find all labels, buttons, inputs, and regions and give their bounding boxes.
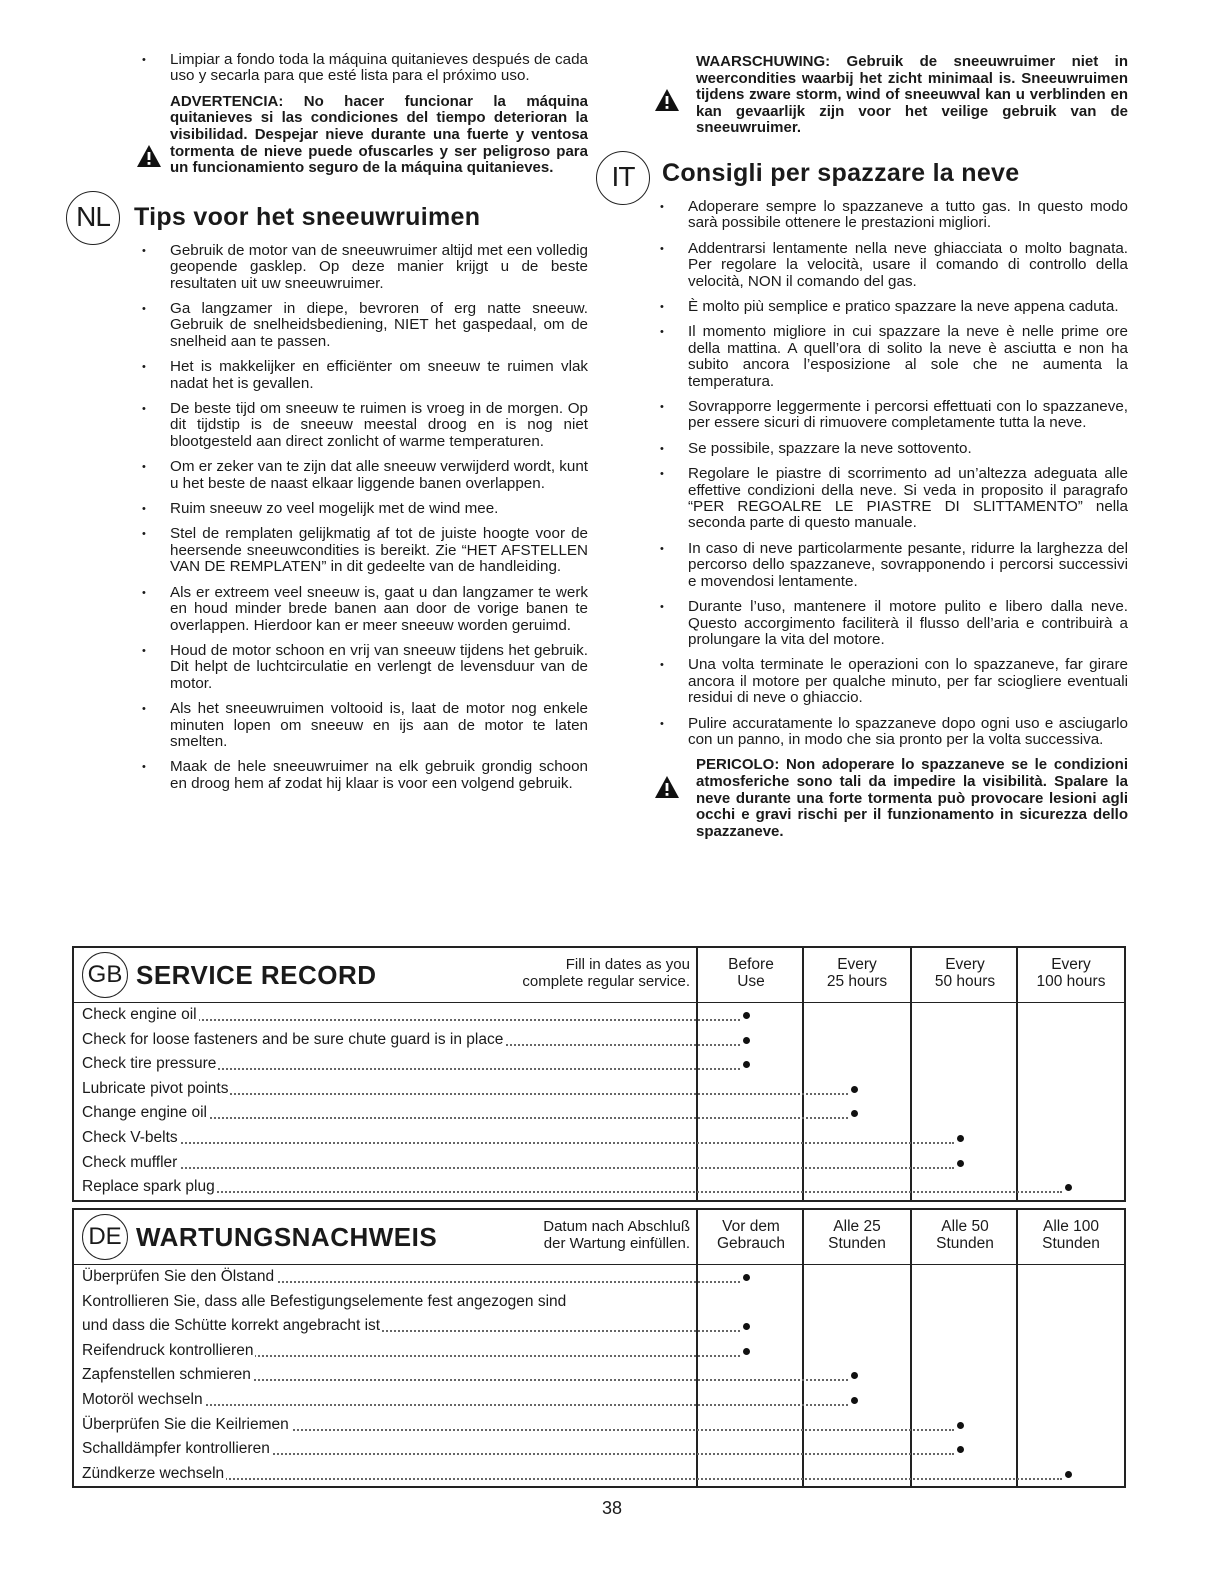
service-task: Zündkerze wechseln (82, 1462, 226, 1487)
column-divider (910, 948, 912, 1200)
it-bullet-list (652, 199, 1128, 748)
gb-table-title: SERVICE RECORD (136, 960, 377, 990)
column-header: Alle 100 Stunden (1042, 1218, 1100, 1252)
interval-marker (957, 1422, 964, 1429)
service-task: Reifendruck kontrollieren (82, 1339, 255, 1364)
service-task: Überprüfen Sie die Keilriemen (82, 1413, 291, 1438)
gb-table-note: Fill in dates as you complete regular service. (522, 956, 690, 990)
list-item: • Se possibile, spazzare la neve sottovento. (652, 441, 1128, 457)
leader-dots (82, 1191, 1062, 1193)
de-table-title: WARTUNGSNACHWEIS (136, 1222, 438, 1252)
column-divider (1016, 948, 1018, 1200)
column-header: Every 50 hours (934, 956, 996, 990)
list-item: • Regolare le piastre di scorrimento ad un’altezza adeguata alle effettive condizioni della neve. Si veda in proposito il paragrafo “PER REGOALRE LE PIASTRE DI SLITTAMENTO” nella seconda parte di questo manuale. (652, 466, 1128, 532)
column-divider (802, 948, 804, 1200)
list-item: • Maak de hele sneeuwruimer na elk gebruik grondig schoon en droog hem af zodat hij klaar is voor een volgend gebruik. (68, 759, 588, 792)
leader-dots (82, 1478, 1062, 1480)
list-item: • Gebruik de motor van de sneeuwruimer altijd met een volledig geopende gasklep. Op deze manier krijgt u de beste resultaten uit uw sneeuwruimer. (68, 243, 588, 292)
de-table-header (74, 1210, 1124, 1264)
service-task: Zapfenstellen schmieren (82, 1363, 253, 1388)
interval-marker (743, 1274, 750, 1281)
list-item: • Durante l’uso, mantenere il motore pulito e libero dalla neve. Questo accorgimento faciliterà il flusso dell’aria e contribuirà a prolungare la vita del motore. (652, 599, 1128, 648)
interval-marker (957, 1135, 964, 1142)
table-row (74, 1077, 1124, 1102)
column-header: Alle 25 Stunden (828, 1218, 886, 1252)
nl-warning (652, 54, 1128, 137)
gb-lang-badge: GB (82, 952, 128, 998)
es-warning-text: ADVERTENCIA: No hacer funcionar la máquina quitanieves si las condiciones del tiempo deterioran la visibilidad. Despejar nieve durante una fuerte y ventosa tormenta de nieve puede ofuscarles y ser peligroso para un funcionamiento seguro de la máquina quitanieves. (170, 92, 588, 177)
interval-marker (851, 1110, 858, 1117)
list-item: • Ga langzamer in diepe, bevroren of erg natte sneeuw. Gebruik de snelheidsbediening, NIET het gaspedaal, om de snelheid aan te passen. (68, 301, 588, 350)
column-header: Every 25 hours (826, 956, 888, 990)
interval-marker (743, 1012, 750, 1019)
list-item: • Pulire accuratamente lo spazzaneve dopo ogni uso e asciugarlo con un panno, in modo che sia pronto per la volta successiva. (652, 716, 1128, 749)
warning-icon (654, 775, 680, 799)
interval-marker (743, 1348, 750, 1355)
leader-dots (82, 1142, 954, 1144)
column-divider (910, 1210, 912, 1486)
nl-section-title: Tips voor het sneeuwruimen (134, 202, 481, 231)
it-warning-text: PERICOLO: Non adoperare lo spazzaneve se le condizioni atmosferiche sono tali da impedire la visibilità. Spalare la neve durante una forte tormenta può provocare lesioni agli occhi e gravi rischi per il funzionamento in sicurezza dello spazzaneve. (696, 756, 1128, 840)
column-header: Every 100 hours (1036, 956, 1106, 990)
interval-marker (851, 1086, 858, 1093)
table-row (74, 1175, 1124, 1200)
service-task: Check V-belts (82, 1126, 180, 1151)
list-item: • Als er extreem veel sneeuw is, gaat u dan langzamer te werk en houd minder brede banen aan door de vorige banen te overlappen. Hierdoor kan er meer sneeuw worden geruimd. (68, 585, 588, 634)
service-task: Motoröl wechseln (82, 1388, 205, 1413)
es-bullet-list (68, 52, 588, 85)
list-item: • Addentrarsi lentamente nella neve ghiacciata o molto bagnata. Per regolare la velocità, usare il comando di controllo della velocità, NON il comando del gas. (652, 241, 1128, 290)
table-row (74, 1363, 1124, 1388)
table-row (74, 1462, 1124, 1487)
nl-section-head (68, 195, 588, 243)
service-task: Lubricate pivot points (82, 1077, 230, 1102)
list-item: • Limpiar a fondo toda la máquina quitanieves después de cada uso y secarla para que esté lista para el próximo uso. (68, 52, 588, 85)
column-divider (802, 1210, 804, 1486)
interval-marker (743, 1323, 750, 1330)
table-row (74, 1290, 1124, 1315)
list-item: • Una volta terminate le operazioni con lo spazzaneve, far girare ancora il motore per qualche minuto, per far sciogliere eventuali residui di neve o ghiaccio. (652, 657, 1128, 706)
list-item: • Als het sneeuwruimen voltooid is, laat de motor nog enkele minuten lopen om sneeuw en ijs aan de motor te laten smelten. (68, 701, 588, 750)
right-column (611, 52, 1128, 840)
service-task: Check for loose fasteners and be sure chute guard is in place (82, 1028, 505, 1053)
column-header: Alle 50 Stunden (936, 1218, 994, 1252)
column-header: Before Use (728, 956, 774, 990)
left-column (68, 52, 588, 801)
nl-bullet-list (68, 243, 588, 792)
service-task: Überprüfen Sie den Ölstand (82, 1265, 276, 1290)
table-row (74, 1265, 1124, 1290)
column-divider (696, 948, 698, 1200)
table-row (74, 1028, 1124, 1053)
nl-warning-text: WAARSCHUWING: Gebruik de sneeuwruimer niet in weercondities waarbij het zicht minimaal is. Sneeuwruimen tijdens zware storm, wind of sneeuwval kan u verblinden en kan gevaarlijk zijn voor het veilige gebruik van de sneeuwruimer. (696, 53, 1128, 137)
list-item: • Houd de motor schoon en vrij van sneeuw tijdens het gebruik. Dit helpt de luchtcirculatie en verlengt de levensduur van de motor. (68, 643, 588, 692)
it-section-title: Consigli per spazzare la neve (662, 158, 1020, 187)
table-row (74, 1126, 1124, 1151)
table-row (74, 1339, 1124, 1364)
it-lang-badge: IT (596, 151, 650, 205)
table-row (74, 1388, 1124, 1413)
service-task: Change engine oil (82, 1101, 209, 1126)
column-header: Vor dem Gebrauch (716, 1218, 786, 1252)
warning-icon (654, 88, 680, 112)
de-table-body (74, 1264, 1124, 1486)
list-item: • In caso di neve particolarmente pesante, ridurre la larghezza del percorso dello spazzaneve, sovrapponendo i percorsi successivi e movendosi lentamente. (652, 541, 1128, 590)
table-row (74, 1003, 1124, 1028)
list-item: • De beste tijd om sneeuw te ruimen is vroeg in de morgen. Op dit tijdstip is de sneeuw meestal droog en is nog niet blootgesteld aan direct zonlicht of warme temperaturen. (68, 401, 588, 450)
interval-marker (957, 1446, 964, 1453)
interval-marker (743, 1061, 750, 1068)
table-row (74, 1413, 1124, 1438)
service-task: Check engine oil (82, 1003, 199, 1028)
service-task: Kontrollieren Sie, dass alle Befestigungselemente fest angezogen sind (82, 1290, 568, 1315)
list-item: • Ruim sneeuw zo veel mogelijk met de wind mee. (68, 501, 588, 517)
interval-marker (851, 1397, 858, 1404)
es-warning (68, 94, 588, 177)
list-item: • Het is makkelijker en efficiënter om sneeuw te ruimen vlak nadat het is gevallen. (68, 359, 588, 392)
it-warning (652, 757, 1128, 840)
column-divider (696, 1210, 698, 1486)
interval-marker (743, 1037, 750, 1044)
page-number: 38 (601, 1498, 623, 1518)
interval-marker (1065, 1471, 1072, 1478)
leader-dots (82, 1167, 954, 1169)
table-row (74, 1052, 1124, 1077)
list-item: • Adoperare sempre lo spazzaneve a tutto gas. In questo modo sarà possibile ottenere le prestazioni migliori. (652, 199, 1128, 232)
service-task: und dass die Schütte korrekt angebracht ist (82, 1314, 382, 1339)
table-row (74, 1314, 1124, 1339)
service-task: Replace spark plug (82, 1175, 217, 1200)
list-item: • Il momento migliore in cui spazzare la neve è nelle prime ore della mattina. A quell’ora di solito la neve è asciutta e non ha subito ancora l’esposizione al sole che ne aumenta la temperatura. (652, 324, 1128, 390)
list-item: • Sovrapporre leggermente i percorsi effettuati con lo spazzaneve, per essere sicuri di rimuovere completamente tutta la neve. (652, 399, 1128, 432)
list-item: • Om er zeker van te zijn dat alle sneeuw verwijderd wordt, kunt u het beste de naast elkaar liggende banen overlappen. (68, 459, 588, 492)
gb-table-body (74, 1002, 1124, 1200)
table-row (74, 1151, 1124, 1176)
service-task: Schalldämpfer kontrollieren (82, 1437, 272, 1462)
de-table-note: Datum nach Abschluß der Wartung einfüllen. (543, 1218, 690, 1252)
de-service-record-table (72, 1208, 1126, 1488)
nl-lang-badge: NL (66, 191, 120, 245)
de-lang-badge: DE (82, 1214, 128, 1260)
service-task: Check tire pressure (82, 1052, 218, 1077)
table-row (74, 1437, 1124, 1462)
column-divider (1016, 1210, 1018, 1486)
it-section-head (611, 151, 1128, 199)
warning-icon (136, 144, 162, 168)
gb-service-record-table (72, 946, 1126, 1202)
list-item: • Stel de remplaten gelijkmatig af tot de juiste hoogte voor de heersende sneeuwcondities is bereikt. Zie “HET AFSTELLEN VAN DE REMPLATEN” in dit gedeelte van de handleiding. (68, 526, 588, 575)
gb-table-header (74, 948, 1124, 1002)
table-row (74, 1101, 1124, 1126)
interval-marker (851, 1372, 858, 1379)
interval-marker (957, 1160, 964, 1167)
service-task: Check muffler (82, 1151, 179, 1176)
interval-marker (1065, 1184, 1072, 1191)
list-item: • È molto più semplice e pratico spazzare la neve appena caduta. (652, 299, 1128, 315)
